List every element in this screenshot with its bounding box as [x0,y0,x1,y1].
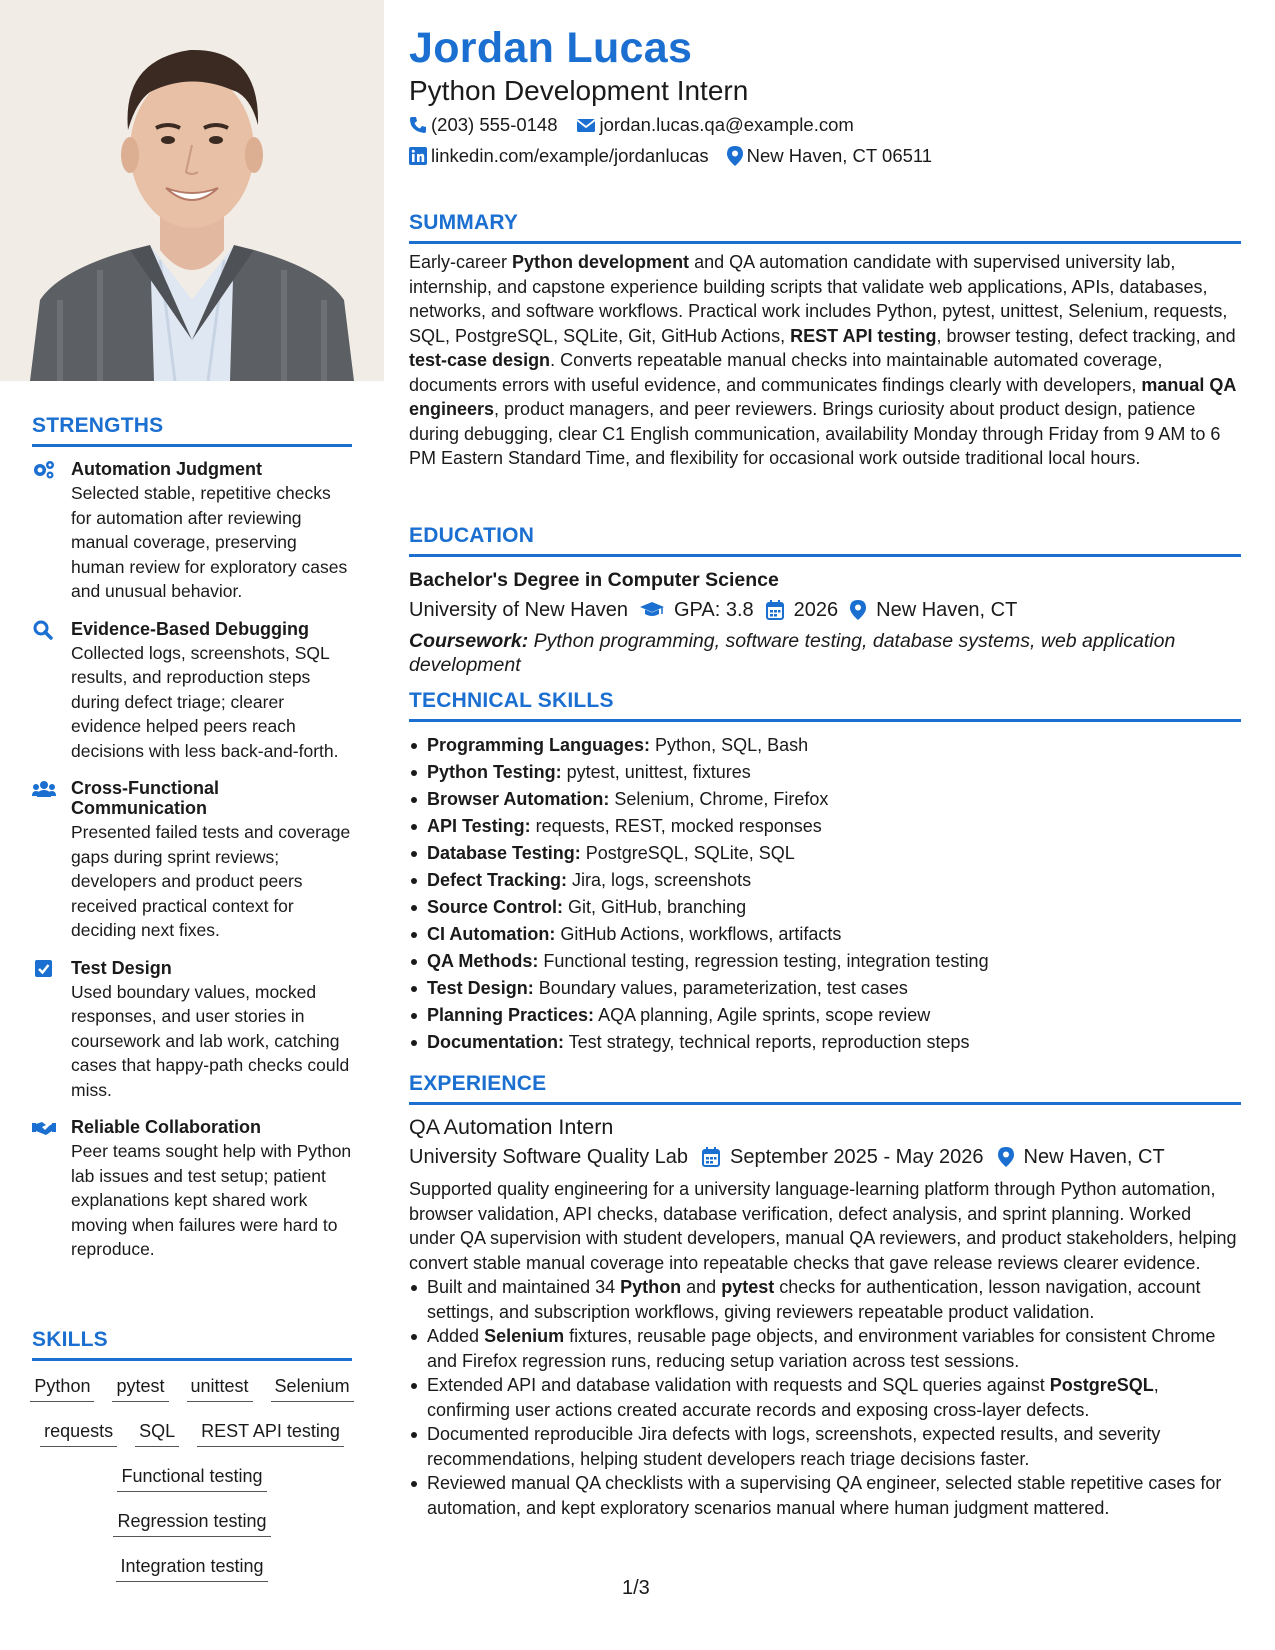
list-item [409,1471,1241,1520]
school-location [850,597,1017,623]
users-icon [32,779,56,799]
bullet-keyword: Python [620,1277,682,1297]
location-contact [727,145,932,167]
skill-label: Browser Automation: [427,789,610,809]
bullet-text: fixtures, reusable page objects, and environment variables for consistent Chrome and Firefox regression runs, reducing setup variation across test sessions. [427,1326,1216,1371]
skill-value: Selenium, Chrome, Firefox [609,789,829,809]
skill-tag: Regression testing [113,1509,270,1537]
skill-tag: unittest [187,1374,253,1402]
job-bullets [409,1275,1241,1520]
experience-section [409,1072,1241,1520]
skill-tag: Functional testing [117,1464,266,1492]
job-location [998,1143,1165,1171]
location-text: New Haven, CT [876,599,1018,621]
skill-value: PostgreSQL, SQLite, SQL [580,843,795,863]
strength-title: Reliable Collaboration [71,1117,262,1137]
skill-tag: pytest [112,1374,168,1402]
skill-value: Git, GitHub, branching [563,897,747,917]
envelope-icon [576,117,596,133]
skill-tag: REST API testing [197,1419,344,1447]
bullet-text: Documented reproducible Jira defects with logs, screenshots, expected results, and severity recommendations, helping student developers reach triage decisions faster. [427,1424,1161,1469]
skill-label: Defect Tracking: [427,870,568,890]
section-divider [32,1358,352,1361]
phone-contact[interactable] [409,114,558,136]
summary-text [409,250,1241,471]
list-item [409,894,1241,921]
coursework-text: Python programming, software testing, database systems, web application development [409,630,1176,676]
bullet-keyword: Selenium [484,1326,565,1346]
skill-value: GitHub Actions, workflows, artifacts [555,924,842,944]
gears-icon [32,460,56,480]
email-address: jordan.lucas.qa@example.com [599,114,854,135]
bullet-keyword: PostgreSQL [1049,1375,1154,1395]
bullet-text: checks for authentication, lesson navigation, account settings, and subscription workflows, giving reviewers repeatable product validation. [427,1277,1201,1322]
linkedin-icon [409,147,427,165]
contact-row [409,145,950,167]
list-item [409,1422,1241,1471]
skill-label: Database Testing: [427,843,581,863]
gpa-text: GPA: 3.8 [673,599,754,621]
skill-label: Test Design: [427,978,534,998]
sidebar [0,0,384,1650]
map-pin-icon [850,600,866,620]
skill-label: QA Methods: [427,951,539,971]
skill-label: Documentation: [427,1032,564,1052]
section-divider [409,241,1241,244]
skills-section [32,1328,352,1586]
skill-label: Planning Practices: [427,1005,595,1025]
location-text: New Haven, CT 06511 [746,145,933,166]
phone-number: (203) 555-0148 [431,114,558,135]
company-name-text: University Software Quality Lab [409,1146,689,1168]
skill-tag: Python [30,1374,94,1402]
skill-label: Python Testing: [427,762,562,782]
section-divider [32,444,352,447]
job-description: Supported quality engineering for a university language-learning platform through Python automation, browser validation, API checks, database verification, defect analysis, and sprint planning. Worked under QA supervision with student developers, manual QA reviewers, and product stakeholders, helping convert stable manual coverage into repeatable checks that gave release reviews clearer evidence. [409,1179,1237,1273]
page-number: 1/3 [622,1577,650,1599]
bullet-text: Reviewed manual QA checklists with a supervising QA engineer, selected stable repetitive cases for automation, and kept exploratory scenarios manual where human judgment mattered. [427,1473,1222,1518]
candidate-title: Python Development Intern [409,75,749,106]
strength-item [32,619,352,764]
list-item [409,1373,1241,1422]
list-item [409,975,1241,1002]
degree-title: Bachelor's Degree in Computer Science [409,569,779,591]
strength-description: Peer teams sought help with Python lab issues and test setup; patient explanations kept shared work moving when failures were hard to reproduce. [71,1141,352,1259]
section-divider [409,1102,1241,1105]
list-item [409,786,1241,813]
summary-keyword: REST API testing [790,325,937,346]
email-contact[interactable] [576,114,854,136]
skill-label: Source Control: [427,897,564,917]
skills-heading: SKILLS [32,1328,108,1351]
list-item [409,1275,1241,1324]
skill-tag: SQL [135,1419,179,1447]
list-item [409,921,1241,948]
skill-label: Programming Languages: [427,735,651,755]
school-name [409,597,628,623]
skill-value: requests, REST, mocked responses [530,816,822,836]
summary-heading: SUMMARY [409,211,519,234]
skill-tag-row [32,1549,352,1586]
list-item [409,867,1241,894]
handshake-icon [32,1118,56,1138]
list-item [409,1324,1241,1373]
skill-tag: requests [40,1419,117,1447]
list-item [409,840,1241,867]
skill-tag-row [32,1414,352,1451]
skill-value: Functional testing, regression testing, integration testing [538,951,989,971]
strength-description: Used boundary values, mocked responses, and user stories in coursework and lab work, catching cases that happy-path checks could miss. [71,981,350,1100]
graduation-year [766,597,839,623]
strengths-heading: STRENGTHS [32,414,164,437]
skill-value: pytest, unittest, fixtures [561,762,751,782]
section-divider [409,719,1241,722]
bullet-text: and [681,1277,722,1297]
strengths-section [32,414,352,1277]
strength-item [32,778,352,943]
strength-title: Automation Judgment [71,459,262,479]
year-text: 2026 [793,599,839,621]
skill-value: Jira, logs, screenshots [567,870,752,890]
skill-tag-row [32,1369,352,1406]
strength-item [32,459,352,604]
summary-text-span: , browser testing, defect tracking, and [936,325,1236,346]
strength-title: Cross-Functional Communication [71,778,220,818]
summary-keyword: manual QA engineers [409,374,1236,419]
experience-heading: EXPERIENCE [409,1072,547,1095]
map-pin-icon [998,1147,1014,1167]
job-title: QA Automation Intern [409,1115,614,1139]
bullet-text: Added [427,1326,485,1346]
list-item [409,1002,1241,1029]
summary-text-span: and QA automation candidate with supervised university lab, internship, and capstone experience building scripts that validate web applications, APIs, databases, networks, and software workflows. Practical work includes Python, pytest, unittest, Selenium, requests, SQL, PostgreSQL, SQLite, Git, GitHub Actions, [409,252,1228,346]
strength-item [32,1117,352,1262]
strength-description: Selected stable, repetitive checks for automation after reviewing manual coverage, preserving human review for exploratory cases and unusual behavior. [71,483,348,601]
summary-text-span: Early-career [409,252,513,272]
technical-skills-section [409,689,1241,1056]
bullet-text: Extended API and database validation with requests and SQL queries against [427,1375,1050,1395]
education-meta [409,597,1241,623]
search-icon [32,620,56,640]
phone-icon [409,116,427,134]
company-name [409,1143,688,1171]
summary-section [409,211,1241,471]
coursework-label: Coursework: [409,630,529,652]
bullet-text: Built and maintained 34 [427,1277,621,1297]
candidate-name: Jordan Lucas [409,24,693,72]
list-item [409,1029,1241,1056]
list-item [409,948,1241,975]
list-item [409,813,1241,840]
skill-tag-row [32,1504,352,1541]
graduation-cap-icon [640,601,664,619]
summary-text-span: , product managers, and peer reviewers. Brings curiosity about product design, patience during debugging, clear C1 English communication, availability Monday through Friday from 9 AM to 6 PM Eastern Standard Time, and flexibility for occasional work outside traditional local hours. [409,399,1221,468]
skill-label: API Testing: [427,816,531,836]
contact-row [409,114,872,136]
strength-description: Collected logs, screenshots, SQL results, and reproduction steps during defect triage; clearer evidence helped peers reach decisions with less back-and-forth. [71,642,339,761]
skill-label: CI Automation: [427,924,556,944]
location-text: New Haven, CT [1023,1146,1165,1168]
education-heading: EDUCATION [409,524,535,547]
strength-title: Evidence-Based Debugging [71,618,310,639]
calendar-icon [766,600,784,620]
skill-tag-row [32,1459,352,1496]
skill-tag: Integration testing [116,1554,267,1582]
linkedin-url: linkedin.com/example/jordanlucas [431,145,709,166]
job-dates [702,1143,984,1171]
technical-skills-heading: TECHNICAL SKILLS [409,689,614,712]
section-divider [409,554,1241,557]
bullet-keyword: pytest [721,1277,775,1297]
education-section [409,524,1241,677]
coursework [409,629,1241,677]
strength-description: Presented failed tests and coverage gaps during sprint reviews; developers and product peers received practical context for deciding next fixes. [71,822,351,940]
summary-keyword: Python development [512,252,690,272]
dates-text: September 2025 - May 2026 [730,1146,984,1168]
skill-value: Python, SQL, Bash [650,735,809,755]
strength-title: Test Design [71,957,172,978]
technical-skills-list [409,732,1241,1056]
list-item [409,732,1241,759]
job-meta [409,1143,1241,1171]
summary-keyword: test-case design [409,350,551,370]
summary-text-span: . Converts repeatable manual checks into maintainable automated coverage, documents errors with useful evidence, and communicates findings clearly with developers, [409,350,1163,395]
bullet-text: , confirming user actions created accurate records and exposing cross-layer defects. [427,1375,1159,1420]
skill-value: Boundary values, parameterization, test cases [533,978,908,998]
skill-value: Test strategy, technical reports, reproduction steps [564,1032,970,1052]
strength-item [32,958,352,1103]
skill-tag: Selenium [271,1374,354,1402]
list-item [409,759,1241,786]
map-pin-icon [727,146,743,166]
gpa [640,597,754,623]
profile-photo [0,0,384,381]
skill-value: AQA planning, Agile sprints, scope review [594,1005,931,1025]
checkbox-icon [32,959,56,979]
school-name-text: University of New Haven [409,599,628,621]
linkedin-contact[interactable] [409,145,709,167]
calendar-icon [702,1147,720,1167]
